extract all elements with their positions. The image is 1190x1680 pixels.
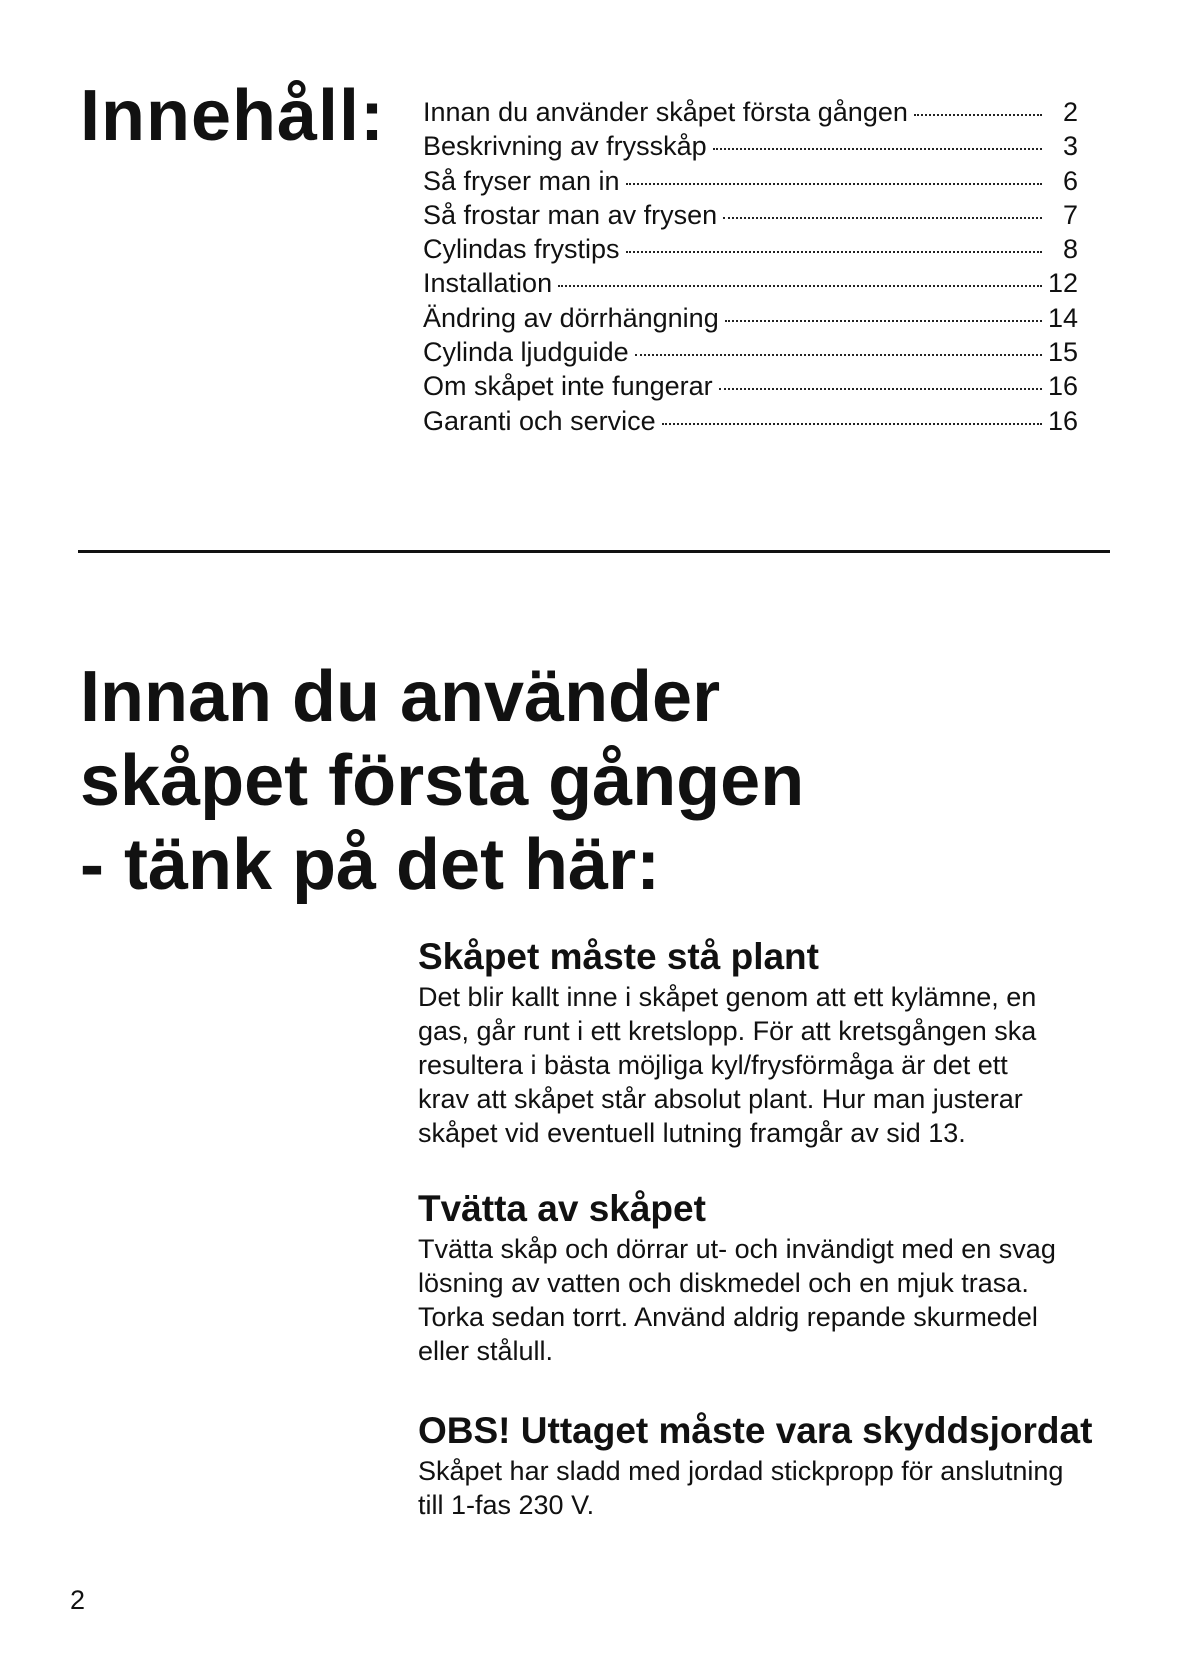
section-heading: Skåpet måste stå plant: [418, 936, 819, 977]
section-heading: Tvätta av skåpet: [418, 1188, 706, 1229]
body-line: Tvätta skåp och dörrar ut- och invändigt med en svag: [418, 1234, 1056, 1264]
toc-dot-leader: [662, 423, 1042, 425]
page-number: 2: [70, 1585, 86, 1615]
main-heading-line: - tänk på det här:: [80, 825, 661, 905]
toc-entry[interactable]: [423, 404, 1078, 438]
section-heading: OBS! Uttaget måste vara skyddsjordat: [418, 1410, 1093, 1451]
toc-entry[interactable]: [423, 369, 1078, 403]
main-heading-line: Innan du använder: [80, 657, 721, 737]
toc-entry[interactable]: [423, 335, 1078, 369]
toc-entry[interactable]: [423, 95, 1078, 129]
toc-entry-page: 3: [1062, 131, 1078, 162]
section-clean-cabinet: [418, 1186, 1118, 1368]
toc-entry-label: Cylinda ljudguide: [423, 337, 629, 368]
toc-dot-leader: [626, 251, 1042, 253]
toc-entry-page: 15: [1047, 337, 1078, 368]
section-grounded-outlet: [418, 1408, 1118, 1522]
toc-entry-label: Innan du använder skåpet första gången: [423, 97, 908, 127]
body-line: resultera i bästa möjliga kyl/frysförmåga är det ett: [418, 1050, 1008, 1080]
toc-entry-label: Om skåpet inte fungerar: [423, 371, 713, 402]
body-line: Skåpet har sladd med jordad stickpropp för anslutning: [418, 1456, 1064, 1486]
toc-dot-leader: [719, 388, 1042, 390]
toc-entry[interactable]: [423, 301, 1078, 335]
toc-dot-leader: [914, 114, 1042, 116]
toc-entry-page: 7: [1062, 199, 1078, 230]
toc-entry-label: Så frostar man av frysen: [423, 199, 718, 230]
section-divider: [78, 550, 1110, 553]
toc-entry-page: 16: [1047, 405, 1078, 436]
toc-dot-leader: [713, 148, 1042, 150]
toc-entry-page: 8: [1062, 234, 1078, 265]
toc-entry-label: Så fryser man in: [423, 165, 620, 196]
toc-dot-leader: [725, 320, 1042, 322]
toc-entry[interactable]: [423, 164, 1078, 198]
body-line: Torka sedan torrt. Använd aldrig repande skurmedel: [418, 1302, 1038, 1332]
main-heading-line: skåpet första gången: [80, 741, 805, 821]
toc-entry-label: Beskrivning av frysskåp: [423, 131, 707, 162]
body-line: lösning av vatten och diskmedel och en mjuk trasa.: [418, 1268, 1029, 1298]
toc-entry-page: 12: [1047, 268, 1078, 299]
body-line: skåpet vid eventuell lutning framgår av sid 13.: [418, 1118, 966, 1148]
toc-entry-page: 14: [1047, 302, 1078, 333]
toc-entry-label: Garanti och service: [423, 405, 656, 436]
toc-entry[interactable]: [423, 129, 1078, 163]
toc-dot-leader: [635, 354, 1042, 356]
toc-dot-leader: [723, 217, 1042, 219]
body-line: krav att skåpet står absolut plant. Hur man justerar: [418, 1084, 1023, 1114]
main-heading: [80, 655, 980, 907]
toc-dot-leader: [558, 285, 1042, 287]
toc-entry[interactable]: [423, 198, 1078, 232]
body-line: Det blir kallt inne i skåpet genom att ett kylämne, en: [418, 982, 1037, 1012]
section-level-cabinet: [418, 934, 1118, 1150]
toc-entry[interactable]: [423, 232, 1078, 266]
toc-entry-page: 6: [1062, 165, 1078, 196]
toc-entry-label: Installation: [423, 268, 553, 299]
toc-entry-page: 2: [1062, 97, 1078, 127]
toc-entry[interactable]: [423, 266, 1078, 300]
table-of-contents: [423, 95, 1078, 438]
body-line: eller stålull.: [418, 1336, 554, 1366]
body-line: gas, går runt i ett kretslopp. För att kretsgången ska: [418, 1016, 1037, 1046]
toc-dot-leader: [626, 183, 1042, 185]
toc-entry-page: 16: [1047, 371, 1078, 402]
toc-entry-label: Ändring av dörrhängning: [423, 302, 719, 333]
toc-title: Innehåll:: [80, 76, 386, 156]
toc-entry-label: Cylindas frystips: [423, 234, 620, 265]
body-line: till 1-fas 230 V.: [418, 1490, 595, 1520]
